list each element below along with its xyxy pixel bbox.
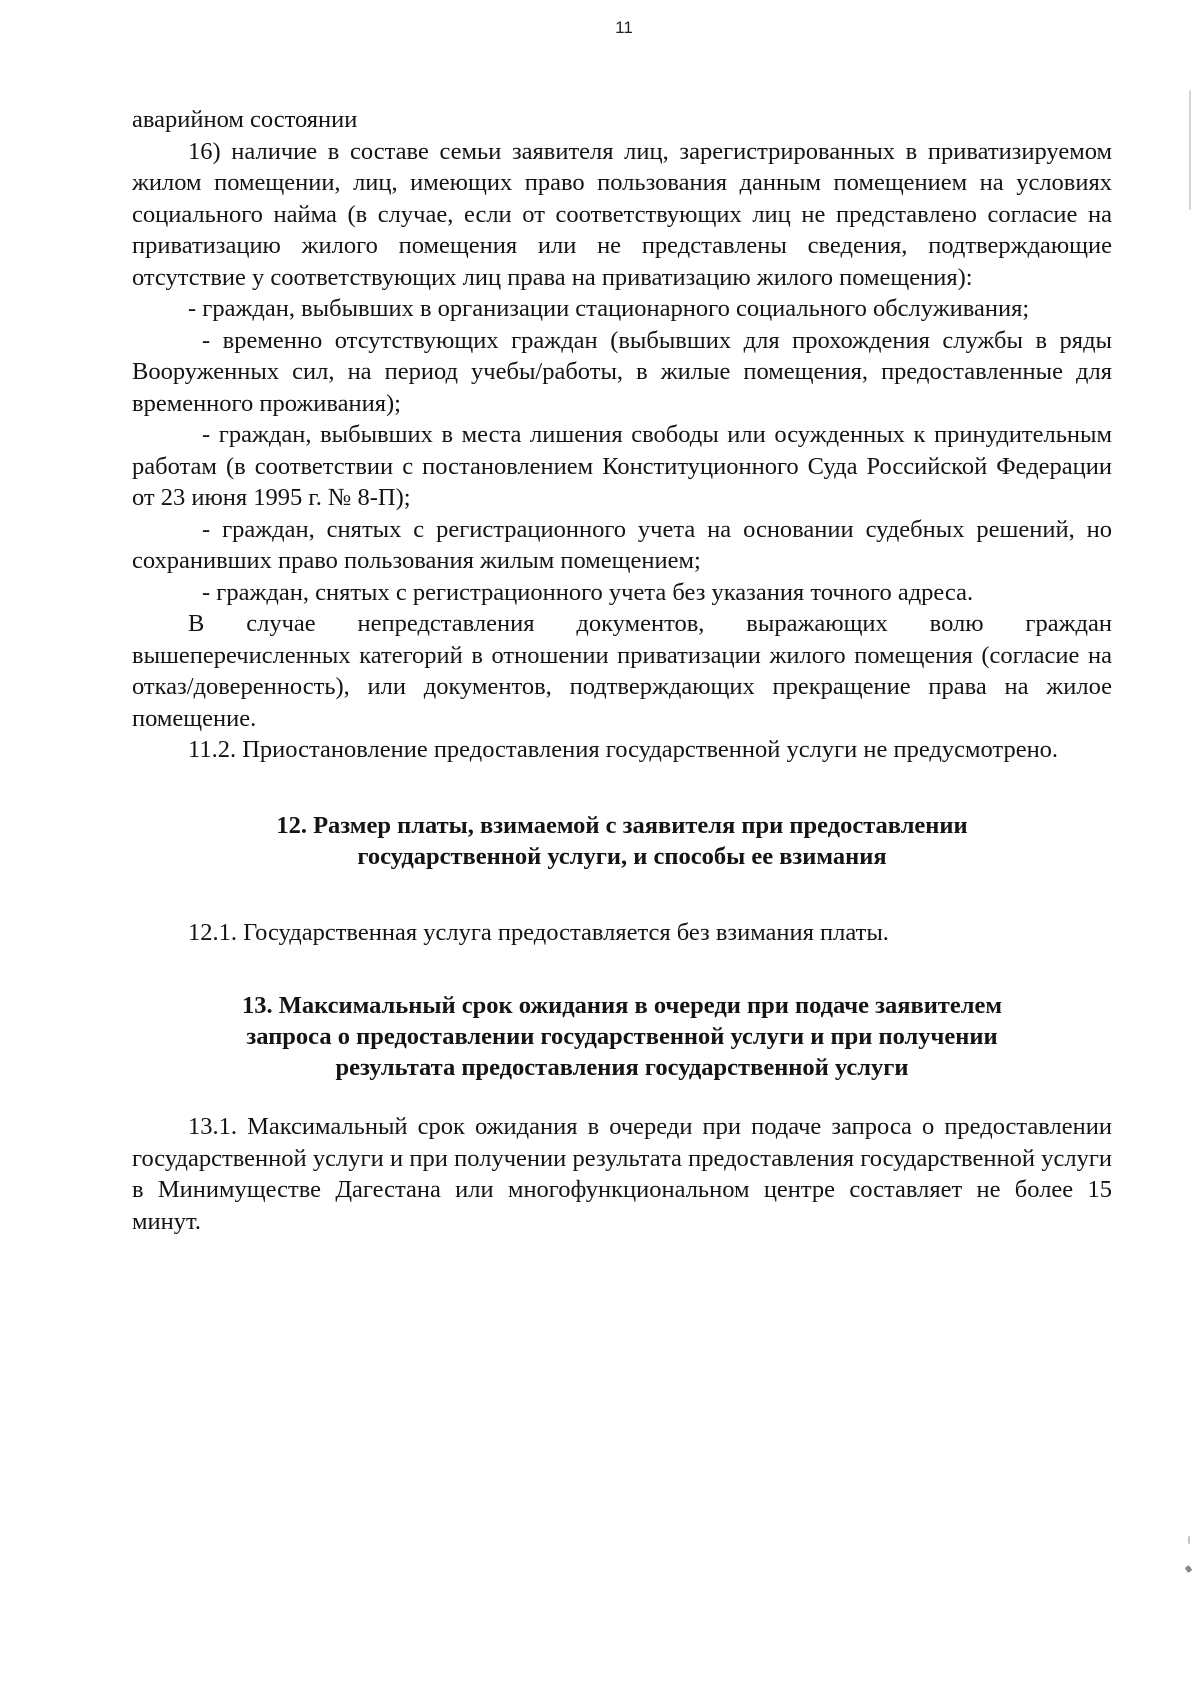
paragraph-13-1: 13.1. Максимальный срок ожидания в очереди при подаче запроса о предоставлении государственной услуги и при получении результата предоставления государственной услуги в Минимуществе Дагестана или многофункциональном центре составляет не более 15 минут. <box>132 1113 1112 1235</box>
heading-line: 12. Размер платы, взимаемой с заявителя при предоставлении <box>276 811 968 839</box>
paragraph-non-submission: В случае непредставления документов, выражающих волю граждан вышеперечисленных категорий в отношении приватизации жилого помещения (согласие на отказ/доверенность), или документов, подтверждающих прекращение права на жилое помещение. <box>132 610 1112 732</box>
scan-artifact <box>1189 90 1191 210</box>
heading-line: результата предоставления государственной услуги <box>335 1054 909 1081</box>
bullet-item: - граждан, выбывших в организации стационарного социального обслуживания; <box>188 295 1030 322</box>
paragraph-item-16: 16) наличие в составе семьи заявителя лиц, зарегистрированных в приватизируемом жилом помещении, лиц, имеющих право пользования данным помещением на условиях социального найма (в случае, если от соответствующих лиц не представлено согласие на приватизацию жилого помещения или не представлены сведения, подтверждающие отсутствие у соответствующих лиц права на приватизацию жилого помещения): <box>132 137 1112 291</box>
paragraph-12-1: 12.1. Государственная услуга предоставляется без взимания платы. <box>188 918 889 946</box>
bullet-item: - граждан, снятых с регистрационного учета без указания точного адреса. <box>202 578 974 606</box>
section-13-heading <box>132 990 1112 1083</box>
document-body <box>132 104 1112 1237</box>
heading-line: 13. Максимальный срок ожидания в очереди при подаче заявителем <box>241 992 1003 1019</box>
heading-line: запроса о предоставлении государственной услуги и при получении <box>246 1023 998 1050</box>
scan-artifact <box>1188 1536 1190 1544</box>
bullet-item: - граждан, выбывших в места лишения свободы или осужденных к принудительным работам (в соответствии с постановлением Конституционного Суда Российской Федерации от 23 июня 1995 г. № 8-П); <box>132 421 1112 511</box>
paragraph-11-2: 11.2. Приостановление предоставления государственной услуги не предусмотрено. <box>188 736 1059 763</box>
paragraph-continuation: аварийном состоянии <box>132 106 358 133</box>
bullet-item: - временно отсутствующих граждан (выбывших для прохождения службы в ряды Вооруженных сил, на период учебы/работы, в жилые помещения, предоставленные для временного проживания); <box>132 326 1112 417</box>
bullet-item: - граждан, снятых с регистрационного учета на основании судебных решений, но сохранивших право пользования жилым помещением; <box>132 515 1112 574</box>
scan-artifact <box>1185 1565 1193 1573</box>
section-12-heading <box>132 810 1112 872</box>
heading-line: государственной услуги, и способы ее взимания <box>357 842 887 870</box>
page-number: 11 <box>615 18 633 37</box>
